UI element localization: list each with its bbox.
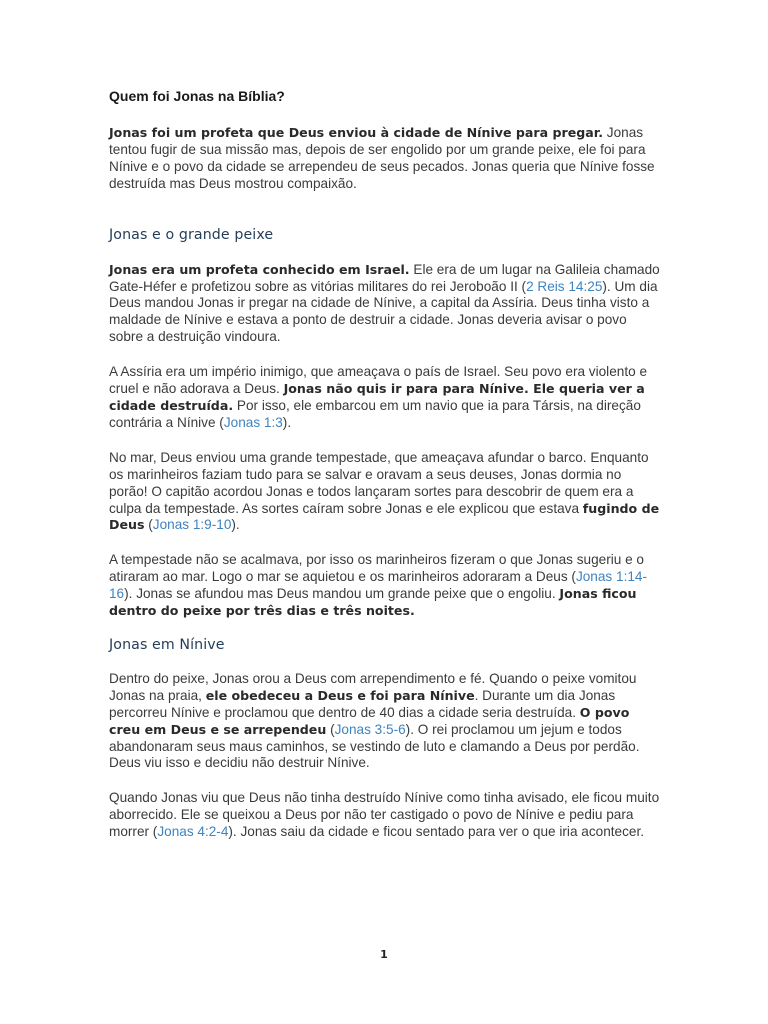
paragraph-4-text-b: ). Jonas se afundou mas Deus mandou um grande peixe que o engoliu. (124, 586, 560, 602)
intro-paragraph (109, 125, 661, 193)
paragraph-4-bold: Jonas ficou dentro do peixe por três dias e três noites. (109, 586, 637, 619)
intro-text: Jonas tentou fugir de sua missão mas, depois de ser engolido por um grande peixe, ele foi para Nínive e o povo da cidade se arrependeu de seus pecados. Jonas queria que Nínive fosse destruída mas Deus mostrou compaixão. (109, 125, 655, 191)
paragraph-4 (109, 552, 661, 620)
bible-ref-link[interactable]: Jonas 1:14-16 (109, 569, 647, 602)
paragraph-3 (109, 450, 661, 535)
bible-ref-link[interactable]: Jonas 3:5-6 (334, 721, 406, 737)
section-heading-ninive: Jonas em Nínive (109, 636, 225, 653)
paragraph-6-text-b: ). Jonas saiu da cidade e ficou sentado para ver o que iria acontecer. (228, 824, 645, 840)
section-heading-grande-peixe: Jonas e o grande peixe (109, 226, 274, 243)
paragraph-5-text-a: Dentro do peixe, Jonas orou a Deus com arrependimento e fé. Quando o peixe vomitou Jonas na praia, (109, 670, 637, 703)
paragraph-5 (109, 671, 661, 772)
paragraph-5-bold-a: ele obedeceu a Deus e foi para Nínive (205, 687, 475, 703)
bible-ref-link[interactable]: 2 Reis 14:25 (526, 278, 603, 294)
paragraph-5-text-c: ( (326, 721, 335, 737)
paragraph-6-text-a: Quando Jonas viu que Deus não tinha destruído Nínive como tinha avisado, ele ficou muito aborrecido. Ele se queixou a Deus por não ter castigado o povo de Nínive e pediu para morrer ( (109, 790, 660, 840)
paragraph-2-text-b: Por isso, ele embarcou em um navio que ia para Társis, na direção contrária a Nínive ( (109, 397, 641, 430)
paragraph-1-text-b: ). Um dia Deus mandou Jonas ir pregar na cidade de Nínive, a capital da Assíria. Deus tinha visto a maldade de Nínive e estava a ponto de destruir a cidade. Jonas deveria avisar o povo sobre a destruição vindoura. (109, 278, 658, 345)
paragraph-5-text-b: . Durante um dia Jonas percorreu Nínive e proclamou que dentro de 40 dias a cidade seria destruída. (109, 687, 616, 720)
intro-bold: Jonas foi um profeta que Deus enviou à cidade de Nínive para pregar. (109, 125, 603, 140)
paragraph-3-text-b: ( (144, 517, 153, 533)
page-title: Quem foi Jonas na Bíblia? (109, 88, 285, 104)
paragraph-3-bold: fugindo de Deus (109, 500, 660, 533)
bible-ref-link[interactable]: Jonas 4:2-4 (157, 824, 229, 840)
paragraph-2-text-c: ). (282, 414, 292, 430)
document-page (109, 88, 661, 841)
bible-ref-link[interactable]: Jonas 1:3 (223, 414, 283, 430)
bible-ref-link[interactable]: Jonas 1:9-10 (152, 517, 232, 533)
paragraph-2-text-a: A Assíria era um império inimigo, que ameaçava o país de Israel. Seu povo era violento e cruel e não adorava a Deus. (109, 364, 648, 397)
paragraph-2-bold: Jonas não quis ir para para Nínive. Ele queria ver a cidade destruída. (109, 381, 645, 413)
paragraph-1-text-a: Ele era de um lugar na Galileia chamado Gate-Héfer e profetizou sobre as vitórias militares do rei Jeroboão II ( (109, 261, 660, 294)
paragraph-5-text-d: ). O rei proclamou um jejum e todos abandonaram seus maus caminhos, se vestindo de luto e clamando a Deus por perdão. Deus viu isso e decidiu não destruir Nínive. (109, 721, 640, 771)
paragraph-4-text-a: A tempestade não se acalmava, por isso os marinheiros fizeram o que Jonas sugeriu e o atiraram ao mar. Logo o mar se aquietou e os marinheiros adoraram a Deus ( (109, 552, 644, 585)
page-number: 1 (380, 948, 388, 961)
paragraph-1-bold: Jonas era um profeta conhecido em Israel. (109, 261, 410, 277)
paragraph-5-bold-b: O povo creu em Deus e se arrependeu (109, 704, 630, 737)
paragraph-1 (109, 262, 661, 347)
paragraph-3-text-a: No mar, Deus enviou uma grande tempestade, que ameaçava afundar o barco. Enquanto os marinheiros faziam tudo para se salvar e oravam a seus deuses, Jonas dormia no porão! O capitão acordou Jonas e todos lançaram sortes para descobrir de quem era a culpa da tempestade. As sortes caíram sobre Jonas e ele explicou que estava (109, 449, 649, 516)
paragraph-3-text-c: ). (231, 517, 240, 533)
paragraph-6 (109, 790, 661, 841)
paragraph-2 (109, 364, 661, 432)
